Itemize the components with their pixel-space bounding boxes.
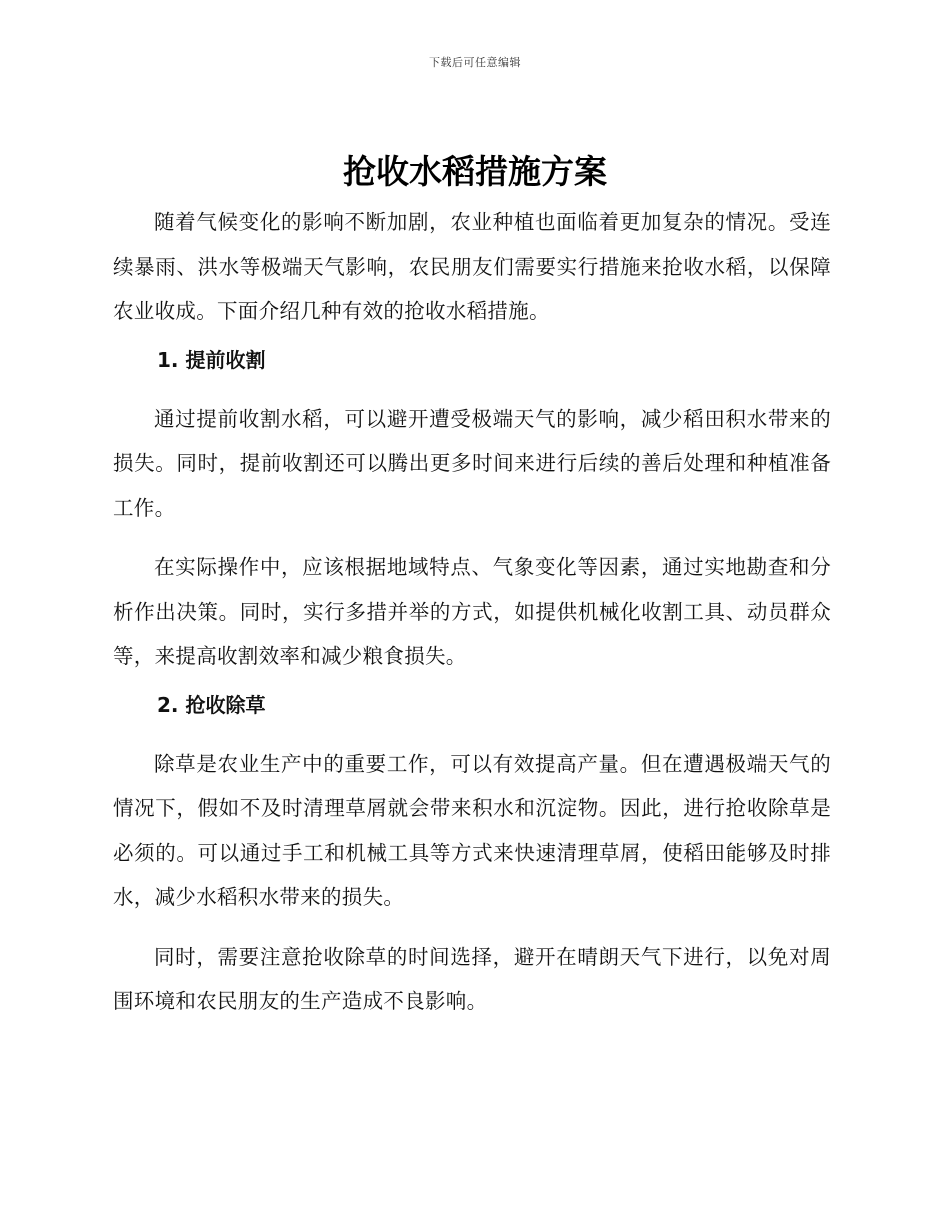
- section-1-paragraph-1: 通过提前收割水稻，可以避开遭受极端天气的影响，减少稻田积水带来的损失。同时，提前收割还可以腾出更多时间来进行后续的善后处理和种植准备工作。: [113, 406, 831, 520]
- section-heading-2: 2. 抢收除草: [157, 692, 266, 717]
- intro-paragraph: 随着气候变化的影响不断加剧，农业种植也面临着更加复杂的情况。受连续暴雨、洪水等极端天气影响，农民朋友们需要实行措施来抢收水稻，以保障农业收成。下面介绍几种有效的抢收水稻措施。: [113, 210, 831, 323]
- section-heading-1: 1. 提前收割: [157, 347, 266, 372]
- document-title: 抢收水稻措施方案: [343, 152, 607, 191]
- header-note: 下载后可任意编辑: [429, 56, 521, 69]
- section-2-paragraph-2: 同时，需要注意抢收除草的时间选择，避开在晴朗天气下进行，以免对周围环境和农民朋友的生产造成不良影响。: [113, 944, 831, 1013]
- section-2-paragraph-1: 除草是农业生产中的重要工作，可以有效提高产量。但在遭遇极端天气的情况下，假如不及时清理草屑就会带来积水和沉淀物。因此，进行抢收除草是必须的。可以通过手工和机械工具等方式来快速清理草屑，使稻田能够及时排水，减少水稻积水带来的损失。: [113, 751, 831, 909]
- section-1-paragraph-2: 在实际操作中，应该根据地域特点、气象变化等因素，通过实地勘查和分析作出决策。同时，实行多措并举的方式，如提供机械化收割工具、动员群众等，来提高收割效率和减少粮食损失。: [113, 555, 831, 668]
- document-body: [113, 200, 831, 1024]
